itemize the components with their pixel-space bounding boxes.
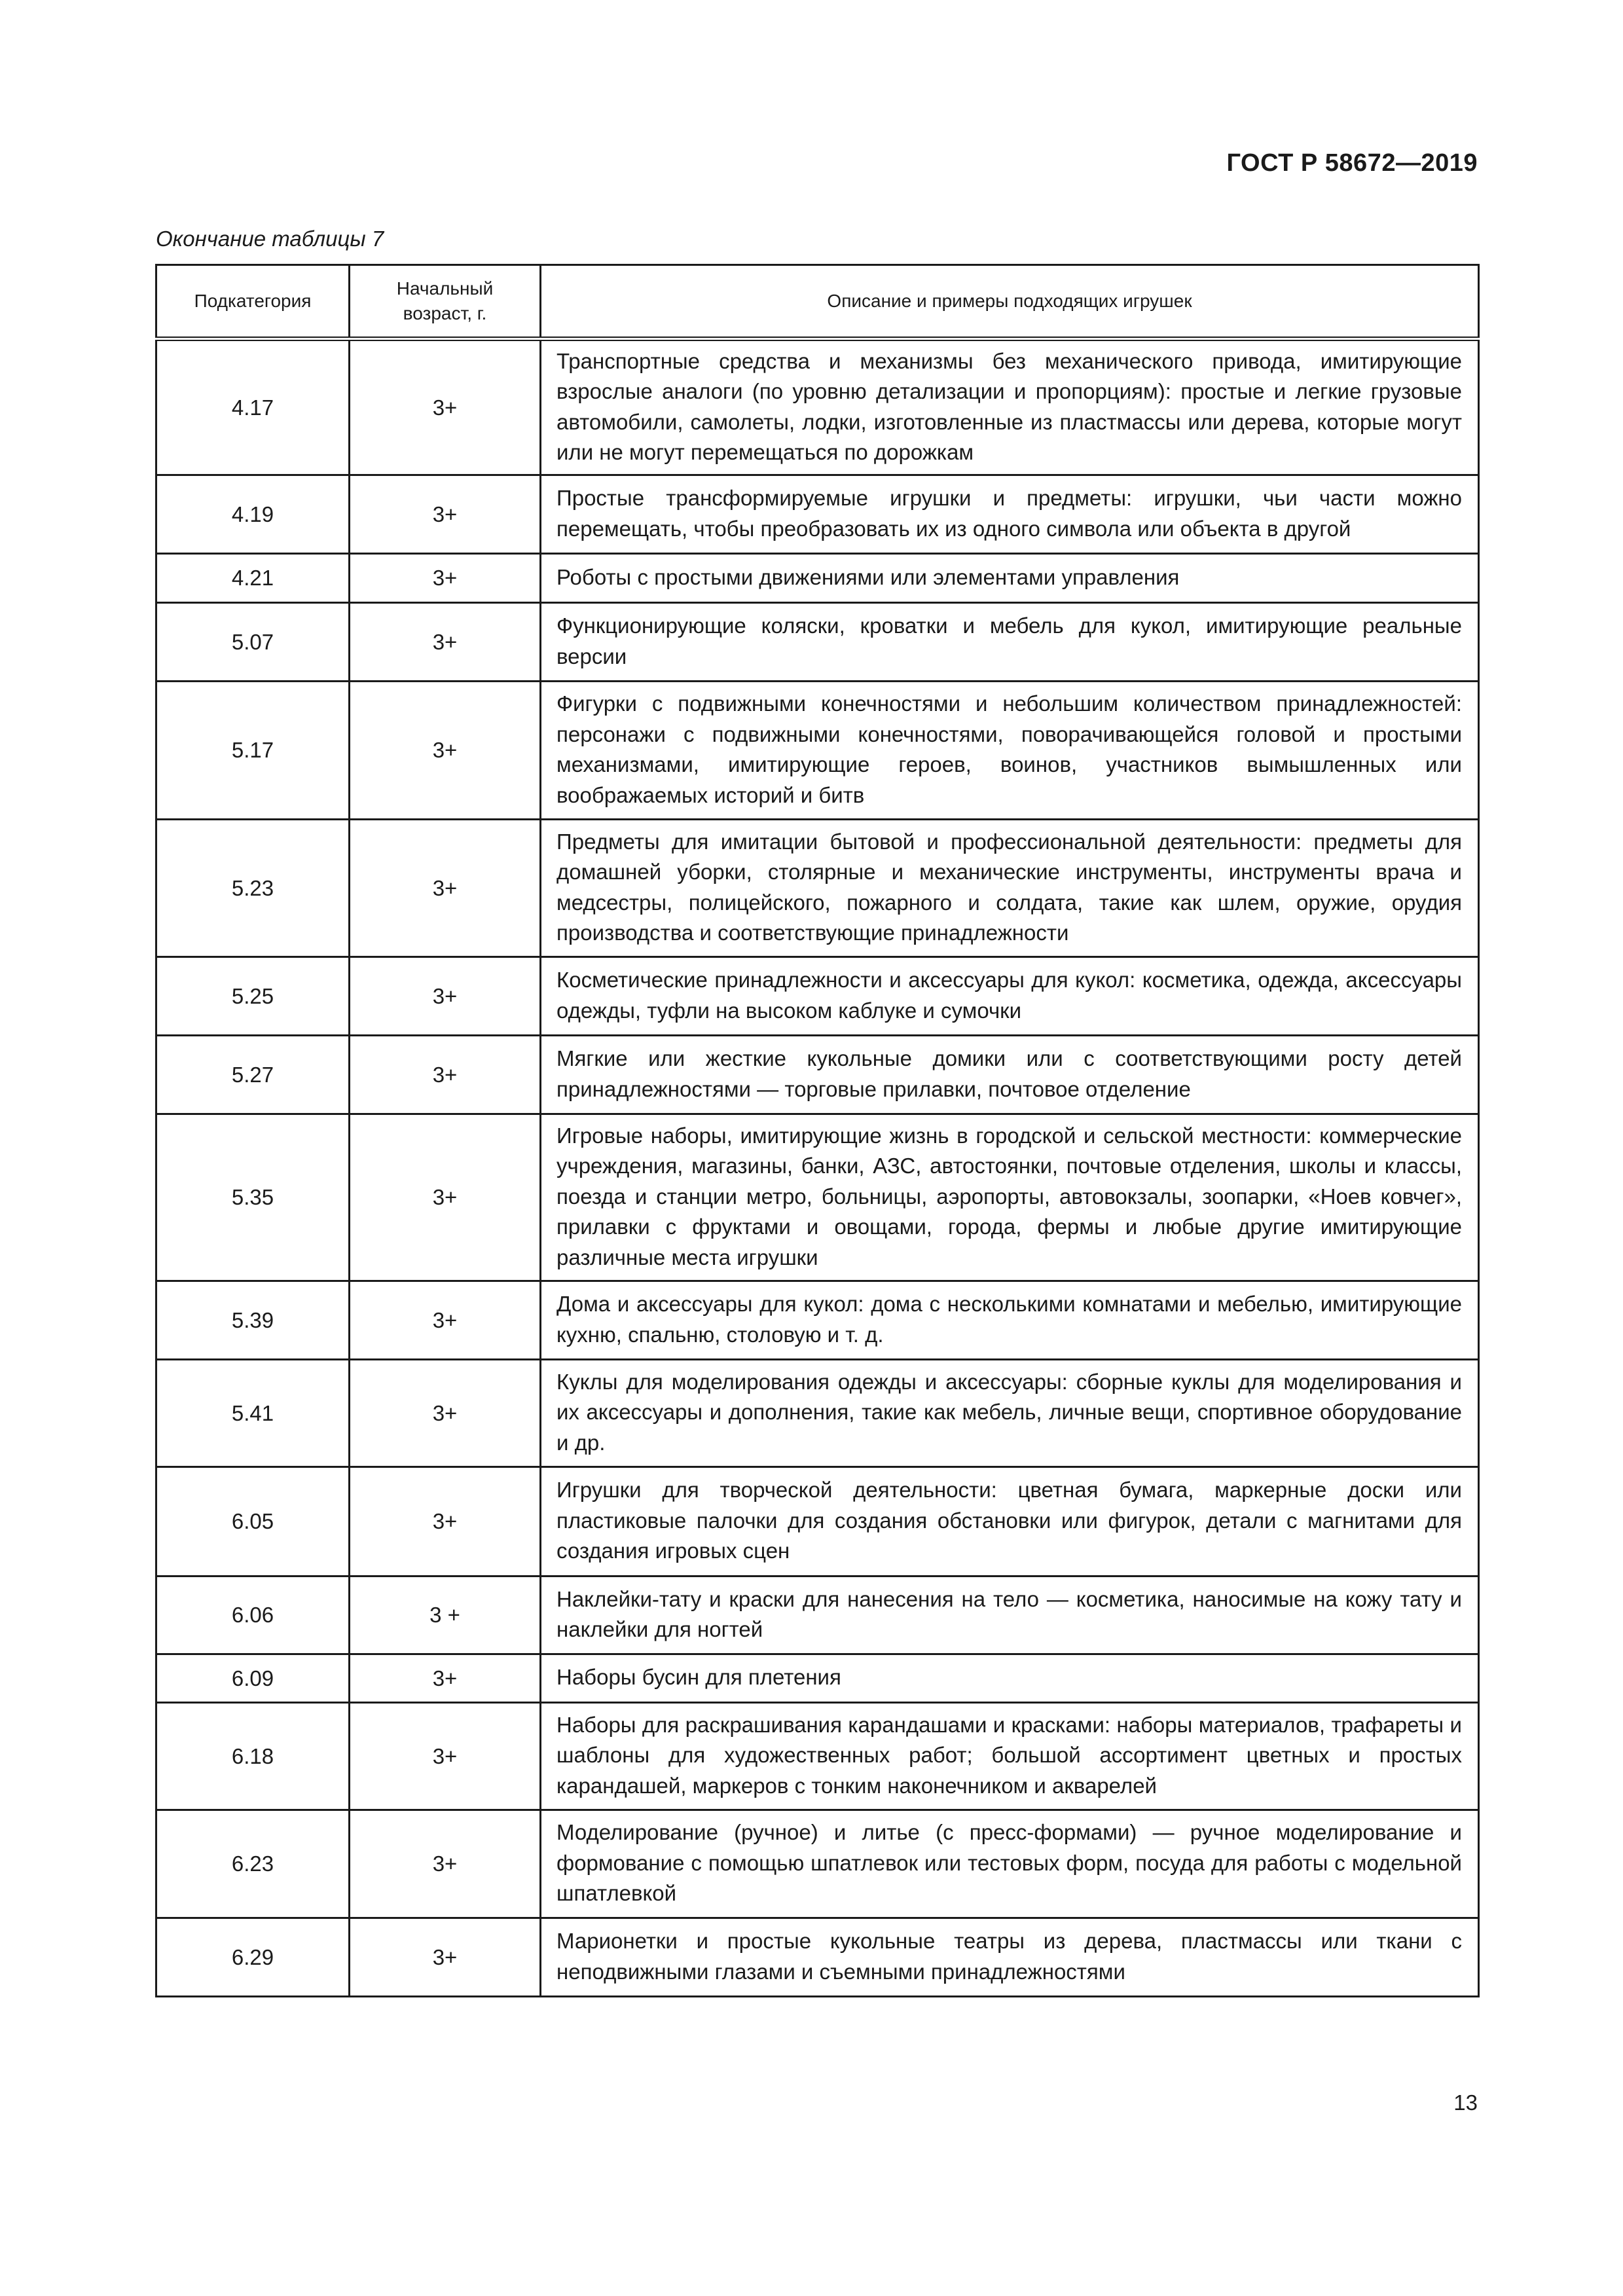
table-row <box>156 682 1479 820</box>
table-row <box>156 1810 1479 1918</box>
description-cell: Дома и аксессуары для кукол: дома с несколькими комнатами и мебелью, имитирующие кухню, спальню, столовую и т. д. <box>541 1281 1479 1360</box>
subcategory-cell: 5.07 <box>156 603 350 682</box>
table-header-row <box>156 265 1479 339</box>
column-header-subcategory: Подкатегория <box>156 265 350 339</box>
table-row <box>156 1576 1479 1654</box>
age-cell: 3+ <box>350 1810 541 1918</box>
table-row <box>156 1036 1479 1114</box>
description-cell: Роботы с простыми движениями или элементами управления <box>541 554 1479 603</box>
page-number: 13 <box>1453 2090 1478 2115</box>
age-cell: 3+ <box>350 1036 541 1114</box>
description-cell: Марионетки и простые кукольные театры из дерева, пластмассы или ткани с неподвижными глазами и съемными принадлежностями <box>541 1918 1479 1997</box>
column-header-age-line1: Начальный <box>396 278 494 299</box>
description-cell: Игрушки для творческой деятельности: цветная бумага, маркерные доски или пластиковые палочки для создания обстановки или фигурок, детали с магнитами для создания игровых сцен <box>541 1467 1479 1576</box>
subcategory-cell: 6.18 <box>156 1703 350 1810</box>
age-cell: 3+ <box>350 820 541 957</box>
column-header-description: Описание и примеры подходящих игрушек <box>541 265 1479 339</box>
description-cell: Косметические принадлежности и аксессуары для кукол: косметика, одежда, аксессуары одежды, туфли на высоком каблуке и сумочки <box>541 957 1479 1036</box>
subcategory-cell: 4.17 <box>156 339 350 475</box>
subcategory-cell: 5.17 <box>156 682 350 820</box>
column-header-age-line2: возраст, г. <box>403 303 487 323</box>
description-cell: Наборы для раскрашивания карандашами и красками: наборы материалов, трафареты и шаблоны для художественных работ; большой ассортимент цветных и простых карандашей, маркеров с тонким наконечником и акварелей <box>541 1703 1479 1810</box>
table-row <box>156 475 1479 554</box>
table-row <box>156 603 1479 682</box>
description-cell: Игровые наборы, имитирующие жизнь в городской и сельской местности: коммерческие учреждения, магазины, банки, АЗС, автостоянки, почтовые отделения, школы и классы, поезда и станции метро, больницы, аэропорты, автовокзалы, зоопарки, «Ноев ковчег», прилавки с фруктами и овощами, города, фермы и любые другие имитирующие различные места игрушки <box>541 1114 1479 1281</box>
age-cell: 3+ <box>350 1918 541 1997</box>
table-row <box>156 1114 1479 1281</box>
description-cell: Наборы бусин для плетения <box>541 1654 1479 1703</box>
age-cell: 3+ <box>350 1703 541 1810</box>
subcategory-cell: 5.39 <box>156 1281 350 1360</box>
age-cell: 3+ <box>350 554 541 603</box>
table-row <box>156 957 1479 1036</box>
subcategory-cell: 6.09 <box>156 1654 350 1703</box>
description-cell: Моделирование (ручное) и литье (с пресс-формами) — ручное моделирование и формование с помощью шпатлевок или тестовых форм, посуда для работы с модельной шпатлевкой <box>541 1810 1479 1918</box>
age-cell: 3 + <box>350 1576 541 1654</box>
subcategory-cell: 5.23 <box>156 820 350 957</box>
description-cell: Наклейки-тату и краски для нанесения на тело — косметика, наносимые на кожу тату и наклейки для ногтей <box>541 1576 1479 1654</box>
age-cell: 3+ <box>350 1467 541 1576</box>
table-row <box>156 1654 1479 1703</box>
description-cell: Предметы для имитации бытовой и профессиональной деятельности: предметы для домашней уборки, столярные и механические инструменты, инструменты врача и медсестры, полицейского, пожарного и солдата, такие как шлем, оружие, орудия производства и соответствующие принадлежности <box>541 820 1479 957</box>
age-cell: 3+ <box>350 603 541 682</box>
description-cell: Фигурки с подвижными конечностями и небольшим количеством принадлежностей: персонажи с подвижными конечностями, поворачивающейся головой и простыми механизмами, имитирующие героев, воинов, участников вымышленных или воображаемых историй и битв <box>541 682 1479 820</box>
table-row <box>156 554 1479 603</box>
age-cell: 3+ <box>350 1654 541 1703</box>
document-code: ГОСТ Р 58672—2019 <box>1226 149 1478 177</box>
table-row <box>156 1281 1479 1360</box>
subcategory-cell: 6.23 <box>156 1810 350 1918</box>
subcategory-cell: 6.05 <box>156 1467 350 1576</box>
table-row <box>156 820 1479 957</box>
toy-age-table <box>155 264 1480 1997</box>
age-cell: 3+ <box>350 1114 541 1281</box>
table-row <box>156 1360 1479 1467</box>
description-cell: Куклы для моделирования одежды и аксессуары: сборные куклы для моделирования и их аксессуары и дополнения, такие как мебель, личные вещи, спортивное оборудование и др. <box>541 1360 1479 1467</box>
table-row <box>156 1467 1479 1576</box>
description-cell: Мягкие или жесткие кукольные домики или с соответствующими росту детей принадлежностями — торговые прилавки, почтовое отделение <box>541 1036 1479 1114</box>
description-cell: Функционирующие коляски, кроватки и мебель для кукол, имитирующие реальные версии <box>541 603 1479 682</box>
age-cell: 3+ <box>350 475 541 554</box>
subcategory-cell: 5.25 <box>156 957 350 1036</box>
description-cell: Простые трансформируемые игрушки и предметы: игрушки, чьи части можно перемещать, чтобы преобразовать их из одного символа или объекта в другой <box>541 475 1479 554</box>
age-cell: 3+ <box>350 1360 541 1467</box>
description-cell: Транспортные средства и механизмы без механического привода, имитирующие взрослые аналоги (по уровню детализации и пропорциям): простые и легкие грузовые автомобили, самолеты, лодки, изготовленные из пластмассы или дерева, которые могут или не могут перемещаться по дорожкам <box>541 339 1479 475</box>
age-cell: 3+ <box>350 339 541 475</box>
subcategory-cell: 6.29 <box>156 1918 350 1997</box>
table-row <box>156 339 1479 475</box>
subcategory-cell: 6.06 <box>156 1576 350 1654</box>
subcategory-cell: 5.27 <box>156 1036 350 1114</box>
table-row <box>156 1918 1479 1997</box>
table-caption: Окончание таблицы 7 <box>156 227 384 251</box>
age-cell: 3+ <box>350 682 541 820</box>
subcategory-cell: 4.19 <box>156 475 350 554</box>
age-cell: 3+ <box>350 1281 541 1360</box>
table-row <box>156 1703 1479 1810</box>
age-cell: 3+ <box>350 957 541 1036</box>
subcategory-cell: 5.35 <box>156 1114 350 1281</box>
subcategory-cell: 5.41 <box>156 1360 350 1467</box>
subcategory-cell: 4.21 <box>156 554 350 603</box>
column-header-age <box>350 265 541 339</box>
